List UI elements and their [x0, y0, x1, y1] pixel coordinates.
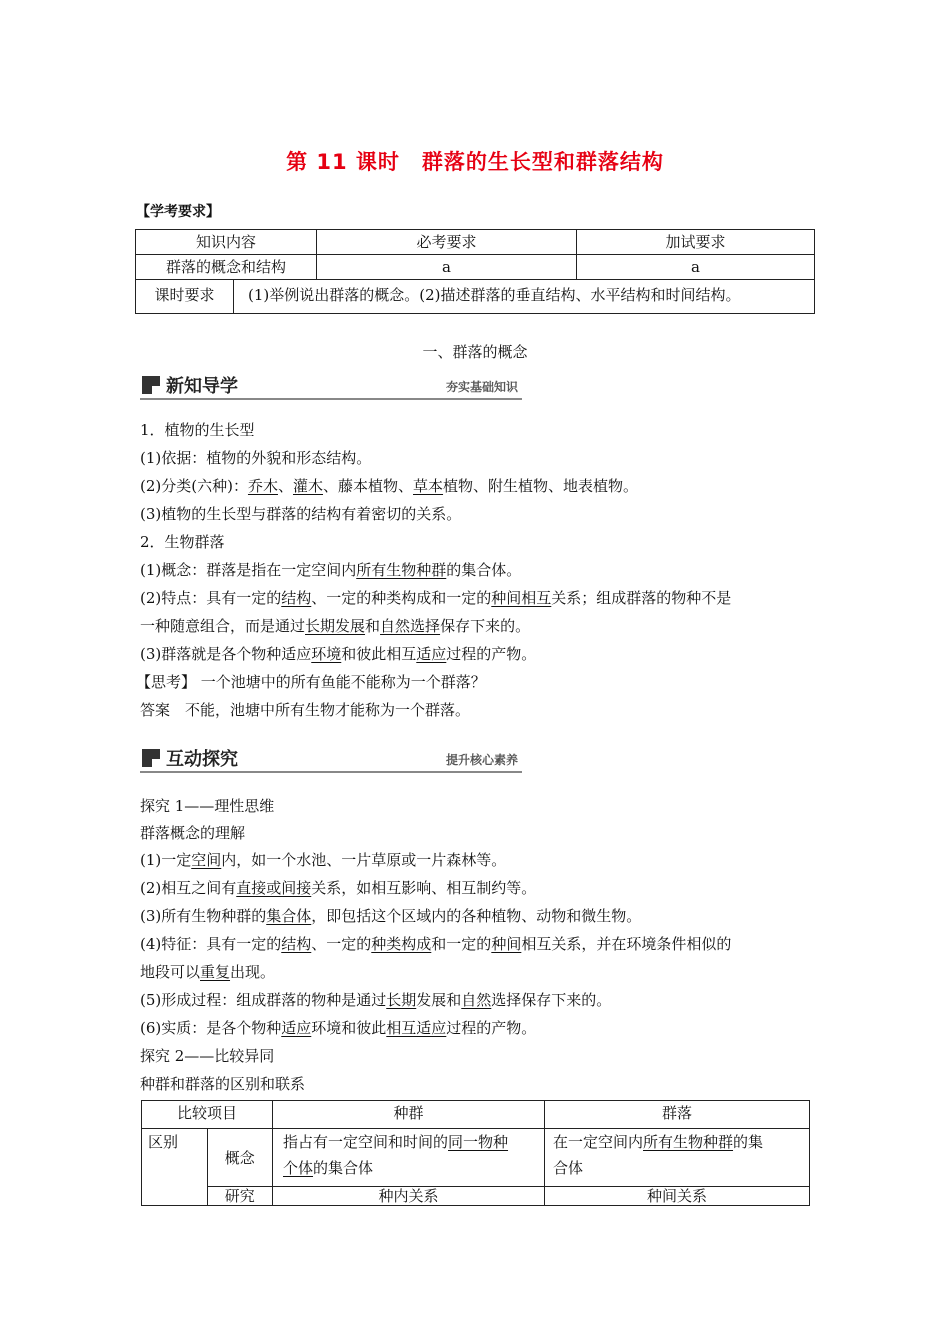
requirements-label: 【学考要求】: [136, 204, 220, 220]
paragraph: 一种随意组合，而是通过长期发展和自然选择保存下来的。: [140, 617, 531, 635]
paragraph: (1)依据：植物的外貌和形态结构。: [140, 449, 372, 467]
req-topic: 群落的概念和结构: [136, 255, 317, 280]
paragraph: (5)形成过程：组成群落的物种是通过长期发展和自然选择保存下来的。: [140, 991, 612, 1009]
req-lesson-row: [136, 280, 815, 314]
answer-blank: 同一物种: [448, 1133, 509, 1151]
paragraph: (2)相互之间有直接或间接关系，如相互影响、相互制约等。: [140, 879, 537, 897]
paragraph: 种群和群落的区别和联系: [140, 1075, 306, 1093]
cmp-study-label: 研究: [207, 1187, 273, 1206]
answer-blank: 集合体: [266, 907, 312, 925]
answer-blank: 自然选择: [380, 617, 441, 635]
answer-blank: 自然: [461, 991, 492, 1009]
cmp-com-study: 种间关系: [545, 1187, 810, 1206]
think-answer: 答案 不能，池塘中所有生物才能称为一个群落。: [140, 701, 471, 719]
req-lesson-goals: (1)举例说出群落的概念。(2)描述群落的垂直结构、水平结构和时间结构。: [248, 286, 741, 304]
answer-blank: 直接或间接: [236, 879, 312, 897]
cmp-header-item: 比较项目: [142, 1101, 273, 1129]
section-bar-heading: 新知导学: [166, 376, 238, 397]
req-required-level: a: [317, 255, 577, 280]
answer-blank: 所有生物种群: [356, 561, 447, 579]
answer-blank: 空间: [191, 851, 222, 869]
paragraph: (4)特征：具有一定的结构、一定的种类构成和一定的种间相互关系，并在环境条件相似的: [140, 935, 732, 953]
answer-blank: 所有生物种群: [643, 1133, 734, 1151]
cmp-com-concept: 在一定空间内所有生物种群的集 合体: [545, 1129, 810, 1187]
section-bar-subtitle: 提升核心素养: [445, 753, 518, 767]
answer-blank: 种类构成: [371, 935, 432, 953]
answer-blank: 种间: [491, 935, 522, 953]
cmp-concept-label: 概念: [207, 1129, 273, 1187]
answer-blank: 乔木: [247, 477, 278, 495]
answer-blank: 草本: [413, 477, 444, 495]
req-header-extra: 加试要求: [577, 230, 815, 255]
paragraph: 1．植物的生长型: [140, 421, 255, 439]
answer-blank: 相互适应: [386, 1019, 447, 1037]
section-bar-interactive: [140, 743, 522, 773]
paragraph: (3)群落就是各个物种适应环境和彼此相互适应过程的产物。: [140, 645, 537, 663]
section-bar-heading: 互动探究: [166, 749, 238, 770]
page-title: 第 11 课时 群落的生长型和群落结构: [286, 150, 664, 174]
paragraph: 探究 1——理性思维: [140, 797, 275, 815]
paragraph: 探究 2——比较异同: [140, 1047, 275, 1065]
cmp-pop-study: 种内关系: [273, 1187, 545, 1206]
paragraph: 群落概念的理解: [140, 824, 246, 842]
answer-blank: 结构: [281, 935, 312, 953]
cmp-pop-concept: 指占有一定空间和时间的同一物种 个体的集合体: [273, 1129, 545, 1187]
answer-blank: 长期: [386, 991, 417, 1009]
req-header-required: 必考要求: [317, 230, 577, 255]
answer-blank: 环境: [311, 645, 342, 663]
paragraph: (2)分类(六种)：乔木、灌木、藤本植物、草本植物、附生植物、地表植物。: [140, 477, 639, 495]
paragraph: (1)概念：群落是指在一定空间内所有生物种群的集合体。: [140, 561, 522, 579]
req-extra-level: a: [577, 255, 815, 280]
section-bar-new-knowledge: [140, 370, 522, 400]
answer-blank: 适应: [416, 645, 447, 663]
paragraph: 地段可以重复出现。: [140, 963, 276, 981]
answer-blank: 灌木: [292, 477, 323, 495]
paragraph: (6)实质：是各个物种适应环境和彼此相互适应过程的产物。: [140, 1019, 537, 1037]
req-header-content: 知识内容: [136, 230, 317, 255]
paragraph: (3)植物的生长型与群落的结构有着密切的关系。: [140, 505, 462, 523]
paragraph: (3)所有生物种群的集合体，即包括这个区域内的各种植物、动物和微生物。: [140, 907, 642, 925]
answer-blank: 适应: [281, 1019, 312, 1037]
cmp-header-community: 群落: [545, 1101, 810, 1129]
paragraph: (2)特点：具有一定的结构、一定的种类构成和一定的种间相互关系；组成群落的物种不是: [140, 589, 732, 607]
answer-blank: 长期发展: [305, 617, 366, 635]
answer-blank: 种间相互: [491, 589, 552, 607]
cmp-header-population: 种群: [273, 1101, 545, 1129]
answer-blank: 个体: [283, 1159, 314, 1177]
cmp-diff-label: 区别: [142, 1129, 208, 1206]
section-1-title: 一、群落的概念: [422, 343, 528, 361]
paragraph: (1)一定空间内，如一个水池、一片草原或一片森林等。: [140, 851, 507, 869]
answer-blank: 重复: [200, 963, 231, 981]
comparison-table: [141, 1100, 810, 1206]
paragraph: 2．生物群落: [140, 533, 225, 551]
section-bar-subtitle: 夯实基础知识: [445, 380, 518, 394]
req-lesson-label: 课时要求: [136, 280, 234, 313]
answer-blank: 结构: [281, 589, 312, 607]
requirements-table: [135, 229, 815, 314]
think-question: 【思考】 一个池塘中的所有鱼能不能称为一个群落？: [136, 673, 486, 691]
